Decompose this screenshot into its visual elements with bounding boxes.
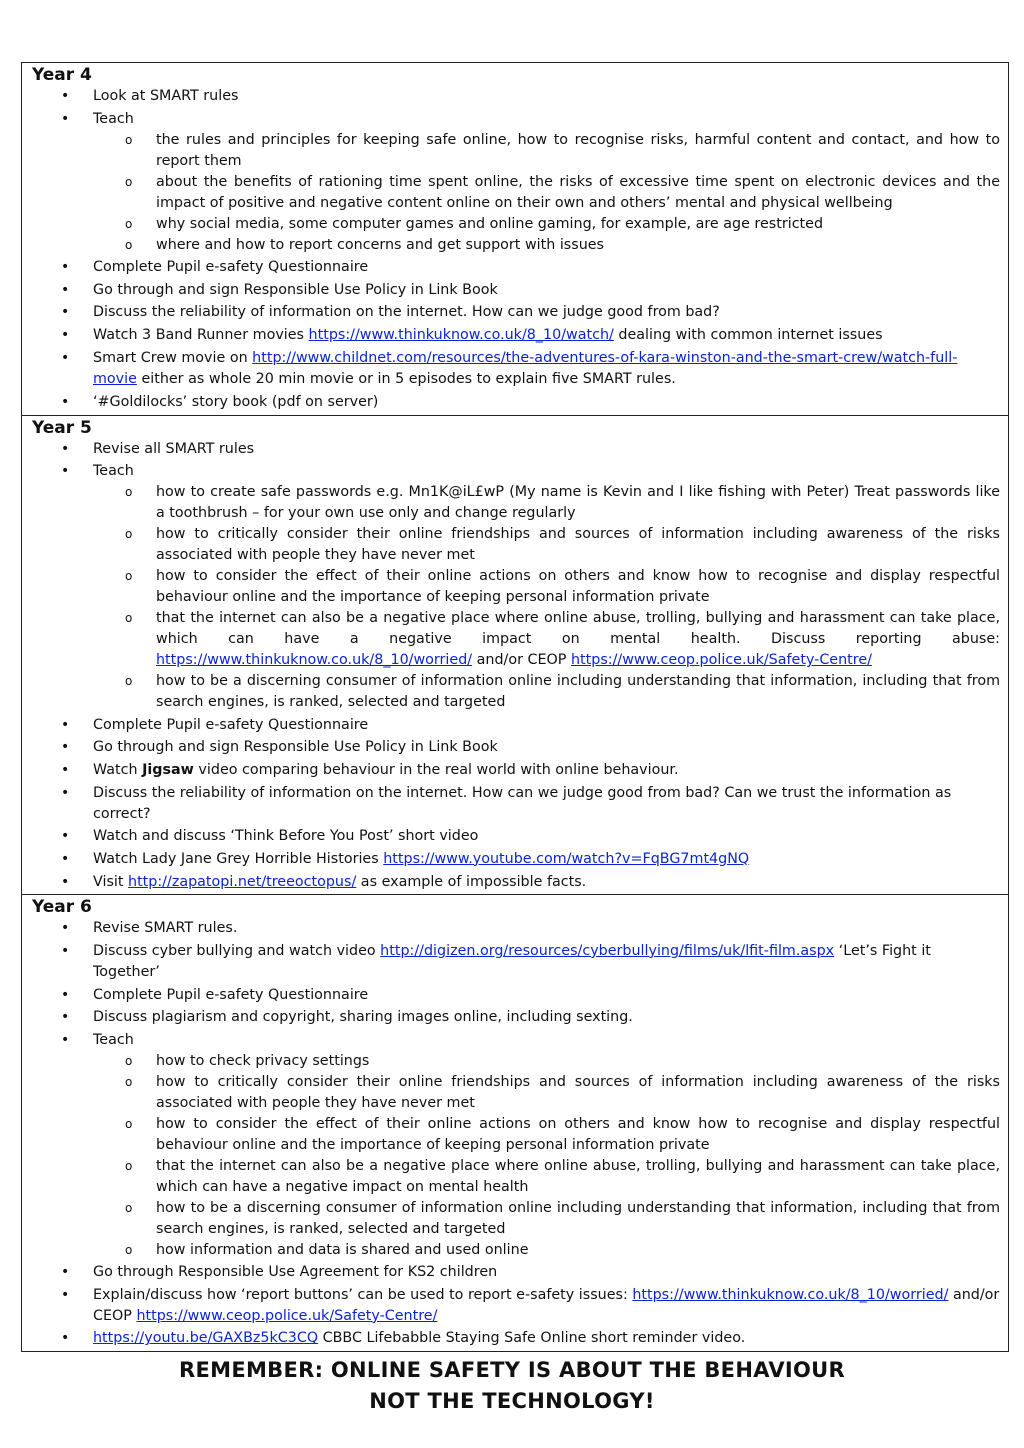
teach-label: Teach	[93, 463, 134, 480]
digizen-link[interactable]: http://digizen.org/resources/cyberbullying/films/uk/lfit-film.aspx	[380, 942, 835, 959]
youtube-link[interactable]: https://www.youtube.com/watch?v=FqBG7mt4gNQ	[383, 850, 750, 867]
ceop-link[interactable]: https://www.ceop.police.uk/Safety-Centre/	[136, 1307, 438, 1324]
year6-teach-list	[93, 1051, 1000, 1261]
list-item	[32, 1285, 1000, 1327]
list-item	[32, 941, 1000, 983]
item-text: CBBC Lifebabble Staying Safe Online short reminder video.	[318, 1330, 746, 1347]
thinkuknow-worried-link[interactable]: https://www.thinkuknow.co.uk/8_10/worried/	[156, 652, 473, 669]
year4-list	[32, 86, 1000, 413]
jigsaw-bold: Jigsaw	[142, 761, 194, 778]
sub-list-item: o how to be a discerning consumer of information online including understanding that information, including that from search engines, is ranked, selected and targeted	[32, 1198, 1000, 1240]
list-item	[32, 1328, 1000, 1349]
year4-section	[22, 64, 1008, 413]
list-item	[32, 1030, 1000, 1261]
sub-list-item: o about the benefits of rationing time spent online, the risks of excessive time spent on electronic devices and the impact of positive and negative content online on their own and others’ mental and physical wellbeing	[32, 172, 1000, 214]
list-item: • Go through and sign Responsible Use Policy in Link Book	[32, 737, 1000, 758]
list-item: • Look at SMART rules	[32, 86, 1000, 107]
year6-section	[22, 894, 1008, 1349]
list-item	[32, 461, 1000, 713]
sub-list-item: o how to check privacy settings	[32, 1051, 1000, 1072]
item-text: that the internet can also be a negative place where online abuse, trolling, bullying and harassment can take place, which can have a negative impact on mental health. Discuss reporting abuse:	[156, 610, 1000, 648]
youtu-be-link[interactable]: https://youtu.be/GAXBz5kC3CQ	[93, 1330, 319, 1347]
list-item: • Complete Pupil e-safety Questionnaire	[32, 715, 1000, 736]
item-text: video comparing behaviour in the real world with online behaviour.	[193, 761, 679, 778]
footer-reminder	[0, 1355, 1024, 1417]
list-item	[32, 348, 1000, 390]
year4-teach-list	[93, 130, 1000, 256]
list-item	[32, 109, 1000, 256]
item-text: Smart Crew movie on	[93, 349, 253, 366]
smart-crew-link[interactable]: http://www.childnet.com/resources/the-adventures-of-kara-winston-and-the-smart-crew/watch-full-movie	[93, 349, 958, 387]
list-item	[32, 872, 1000, 893]
year5-list	[32, 439, 1000, 893]
list-item: • Discuss the reliability of information on the internet. How can we judge good from bad? Can we trust the information as correct?	[32, 783, 1000, 825]
item-text: and/or CEOP	[93, 1286, 1000, 1324]
item-text: ‘Let’s Fight it Together’	[93, 942, 931, 980]
list-item: • Revise SMART rules.	[32, 918, 1000, 939]
list-item: • Discuss the reliability of information on the internet. How can we judge good from bad?	[32, 302, 1000, 323]
list-item	[32, 325, 1000, 346]
year4-heading: Year 4	[32, 65, 92, 85]
year5-heading: Year 5	[32, 417, 92, 438]
item-text: Explain/discuss how ‘report buttons’ can be used to report e-safety issues:	[93, 1286, 633, 1303]
list-item	[32, 849, 1000, 870]
sub-list-item: o how to consider the effect of their online actions on others and know how to recognise and display respectful behaviour online and the importance of keeping personal information private	[32, 566, 1000, 608]
list-item: • Discuss plagiarism and copyright, sharing images online, including sexting.	[32, 1007, 1000, 1028]
sub-list-item: o how to be a discerning consumer of information online including understanding that information, including that from search engines, is ranked, selected and targeted	[32, 671, 1000, 713]
sub-list-item: o how to create safe passwords e.g. Mn1K@iL£wP (My name is Kevin and I like fishing with Peter) Treat passwords like a toothbrush – for your own use only and change regularly	[32, 482, 1000, 524]
sub-list-item	[32, 608, 1000, 671]
year6-list	[32, 918, 1000, 1349]
ceop-link[interactable]: https://www.ceop.police.uk/Safety-Centre/	[570, 652, 872, 669]
list-item: • Watch and discuss ‘Think Before You Post’ short video	[32, 826, 1000, 847]
treeoctopus-link[interactable]: http://zapatopi.net/treeoctopus/	[128, 873, 357, 890]
sub-list-item: o why social media, some computer games and online gaming, for example, are age restricted	[32, 214, 1000, 235]
list-item: • ‘#Goldilocks’ story book (pdf on server)	[32, 392, 1000, 413]
item-text: Visit	[93, 873, 129, 890]
item-text: Watch Lady Jane Grey Horrible Histories	[93, 850, 384, 867]
sub-list-item: o the rules and principles for keeping safe online, how to recognise risks, harmful content and contact, and how to report them	[32, 130, 1000, 172]
item-text: Watch 3 Band Runner movies	[93, 326, 309, 343]
band-runner-link[interactable]: https://www.thinkuknow.co.uk/8_10/watch/	[308, 326, 614, 343]
list-item: • Complete Pupil e-safety Questionnaire	[32, 257, 1000, 278]
teach-label: Teach	[93, 1031, 134, 1048]
item-text: Watch	[93, 761, 143, 778]
sub-list-item: o that the internet can also be a negative place where online abuse, trolling, bullying and harassment can take place, which can have a negative impact on mental health	[32, 1156, 1000, 1198]
list-item: • Go through and sign Responsible Use Policy in Link Book	[32, 280, 1000, 301]
year5-teach-list	[93, 482, 1000, 713]
list-item: • Revise all SMART rules	[32, 439, 1000, 460]
item-text: dealing with common internet issues	[613, 326, 883, 343]
item-text: either as whole 20 min movie or in 5 episodes to explain five SMART rules.	[136, 370, 676, 387]
sub-list-item: o how to critically consider their online friendships and sources of information including awareness of the risks associated with people they have never met	[32, 524, 1000, 566]
list-item	[32, 760, 1000, 781]
item-text: and/or CEOP	[472, 652, 571, 669]
list-item: • Go through Responsible Use Agreement for KS2 children	[32, 1262, 1000, 1283]
thinkuknow-worried-link[interactable]: https://www.thinkuknow.co.uk/8_10/worried/	[632, 1286, 949, 1303]
item-text: as example of impossible facts.	[356, 873, 587, 890]
footer-line-1: REMEMBER: ONLINE SAFETY IS ABOUT THE BEHAVIOUR	[179, 1358, 845, 1382]
footer-line-2: NOT THE TECHNOLOGY!	[369, 1389, 655, 1413]
year6-heading: Year 6	[32, 897, 92, 918]
teach-label: Teach	[93, 110, 134, 127]
item-text: Discuss cyber bullying and watch video	[93, 942, 381, 959]
curriculum-table	[21, 62, 1009, 1352]
list-item: • Complete Pupil e-safety Questionnaire	[32, 985, 1000, 1006]
sub-list-item: o where and how to report concerns and get support with issues	[32, 235, 1000, 256]
year5-section	[22, 415, 1008, 893]
sub-list-item: o how to critically consider their online friendships and sources of information including awareness of the risks associated with people they have never met	[32, 1072, 1000, 1114]
sub-list-item: o how to consider the effect of their online actions on others and know how to recognise and display respectful behaviour online and the importance of keeping personal information private	[32, 1114, 1000, 1156]
sub-list-item: o how information and data is shared and used online	[32, 1240, 1000, 1261]
